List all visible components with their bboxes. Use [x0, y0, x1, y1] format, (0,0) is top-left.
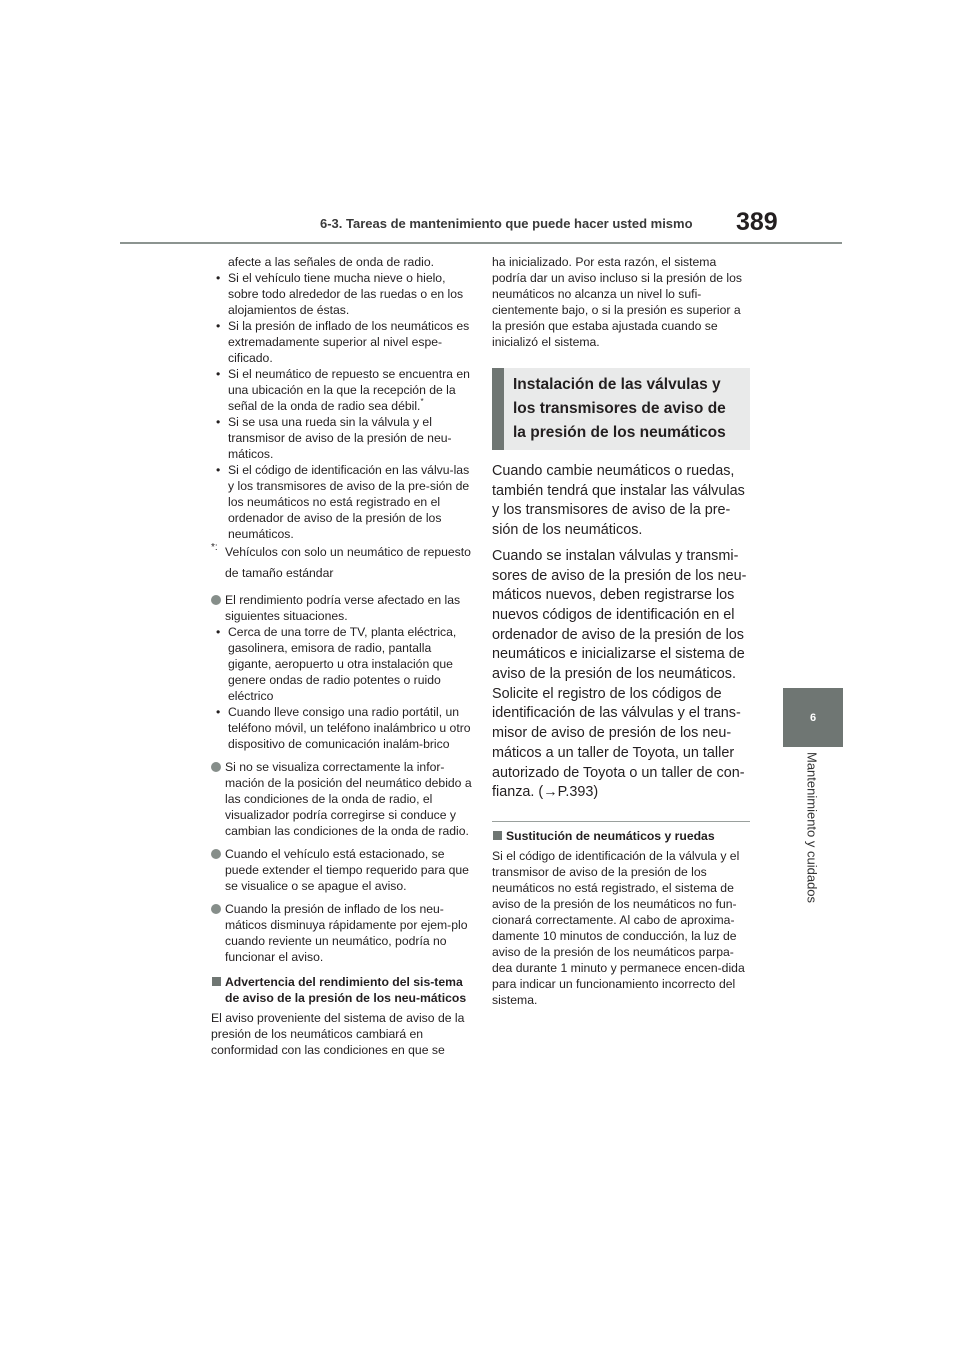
chapter-number: 6 [809, 711, 817, 724]
item-rapid-text: Cuando la presión de inflado de los neu-máticos disminuya rápidamente por ejem-plo cuando reviente un neumático, podría no funcionar el aviso. [225, 902, 468, 964]
item-parked [211, 846, 473, 894]
subhead-replacement-text: Sustitución de neumáticos y ruedas [506, 828, 715, 843]
circle-bullet-icon [211, 904, 221, 914]
item-parked-text: Cuando el vehículo está estacionado, se puede extender el tiempo requerido para que se visualice o se apague el aviso. [225, 847, 469, 893]
header-divider [120, 242, 842, 244]
warning-paragraph: El aviso proveniente del sistema de aviso de la presión de los neumáticos cambiará en conformidad con las condiciones en que se [211, 1011, 465, 1057]
section-header-title: 6-3. Tareas de mantenimiento que puede hacer usted mismo [320, 216, 693, 231]
footnote [211, 542, 473, 584]
item-position-text: Si no se visualiza correctamente la infor-mación de la posición del neumático debido a las condiciones de la onda de radio, el visualizador podría corregirse si conduce y cambian las condiciones de la onda de radio. [225, 760, 472, 838]
body-paragraph-2: Cuando se instalan válvulas y transmi-sores de aviso de la presión de los neu-máticos nuevos, deben registrarse los nuevos códigos de identificación en el ordenador de aviso de la presión de los neumáticos e inicializarse el sistema de aviso de la presión de los neumáticos. Solicite el registro de los códigos de identificación de las válvulas y el trans-misor de aviso de presión de los neu-máticos a un taller de Toyota, un taller autorizado de Toyota o un taller de con-fianza. (→P.393) [492, 547, 747, 801]
square-bullet-icon [493, 831, 502, 840]
bullet-spare-tire [211, 366, 473, 414]
body-paragraph-1: Cuando cambie neumáticos o ruedas, también tendrá que instalar las válvulas y los transmisores de aviso de la pre-sión de los neumáticos. [492, 463, 745, 539]
circle-bullet-icon [211, 595, 221, 605]
section-heading: Instalación de las válvulas y los transmisores de aviso de la presión de los neumáticos [513, 376, 726, 441]
item-performance-text: El rendimiento podría verse afectado en las siguientes situaciones. [225, 593, 461, 623]
left-column [211, 254, 473, 1058]
right-column [492, 254, 750, 1008]
subhead-replacement [492, 821, 750, 844]
chapter-side-label [772, 752, 852, 922]
continuation-paragraph: ha inicializado. Por esta razón, el sistema podría dar un aviso incluso si la presión de los neumáticos no alcanza un nivel lo sufi-cientemente bajo, o si la presión es superior a la presión que estaba ajustada cuando se inicializó el sistema. [492, 255, 742, 349]
bullet-tv-tower: • Cerca de una torre de TV, planta eléctrica, gasolinera, emisora de radio, pantalla gigante, aeropuerto u otra instalación que genere ondas de radio potentes o ruido eléctrico [211, 624, 473, 704]
body-paragraph-2-text: Cuando se instalan válvulas y transmi-sores de aviso de la presión de los neu-máticos nuevos, deben registrarse los nuevos códigos de identificación en el ordenador de aviso de la presión de los neumáticos e inicializarse el sistema de aviso de la presión de los neumáticos. Solicite el registro de los códigos de identificación de las válvulas y el trans-misor de aviso de presión de los neu-máticos a un taller de Toyota, un taller autorizado de Toyota o un taller de con-fianza. ( [492, 547, 747, 801]
footnote-mark: *: [211, 542, 218, 553]
bullet-pressure-high: • Si la presión de inflado de los neumáticos es extremadamente superior al nivel espe-cificado. [211, 318, 473, 366]
circle-bullet-icon [211, 849, 221, 859]
chapter-label: Mantenimiento y cuidados [804, 752, 820, 904]
item-rapid-loss [211, 901, 473, 965]
page-reference-link[interactable]: P.393 [557, 784, 594, 801]
footnote-text: Vehículos con solo un neumático de repuesto de tamaño estándar [225, 545, 471, 580]
item-performance [211, 592, 473, 752]
bullet-id-code: • Si el código de identificación en las válvu-las y los transmisores de aviso de la pre-sión de los neumáticos no está registrado en el ordenador de aviso de la presión de los neumáticos. [211, 462, 473, 542]
bullet-portable-radio: • Cuando lleve consigo una radio portátil, un teléfono móvil, un teléfono inalámbrico u otro dispositivo de comunicación inalám-brico [211, 704, 473, 752]
bullet-no-valve: • Si se usa una rueda sin la válvula y el transmisor de aviso de la presión de neu-máticos. [211, 414, 473, 462]
chapter-tab[interactable] [783, 688, 843, 747]
subhead-warning-text: Advertencia del rendimiento del sis-tema de aviso de la presión de los neu-máticos [225, 975, 467, 1005]
arrow-right-icon: → [543, 784, 558, 801]
intro-continuation: afecte a las señales de onda de radio. [228, 255, 434, 269]
item-position-display [211, 759, 473, 839]
square-bullet-icon [212, 977, 221, 986]
page-number: 389 [736, 208, 778, 236]
bullet-snow: • Si el vehículo tiene mucha nieve o hielo, sobre todo alrededor de las ruedas o en los alojamientos de éstas. [211, 270, 473, 318]
section-heading-box [492, 368, 750, 450]
circle-bullet-icon [211, 762, 221, 772]
footnote-ref-mark: * [420, 397, 424, 406]
bullet-spare-tire-text: Si el neumático de repuesto se encuentra en una ubicación en la que la recepción de la señal de la onda de radio sea débil. [228, 367, 470, 413]
subhead-warning-performance [211, 974, 473, 1006]
replacement-paragraph: Si el código de identificación de la válvula y el transmisor de aviso de la presión de los neumáticos no está registrado, el sistema de aviso de la presión de los neumáticos no fun-cionará correctamente. Al cabo de aproxima-damente 10 minutos de conducción, la luz de aviso de la presión de los neumáticos parpa-dea durante 1 minuto y permanece encen-dida para indicar un funcionamiento incorrecto del sistema. [492, 848, 745, 1007]
